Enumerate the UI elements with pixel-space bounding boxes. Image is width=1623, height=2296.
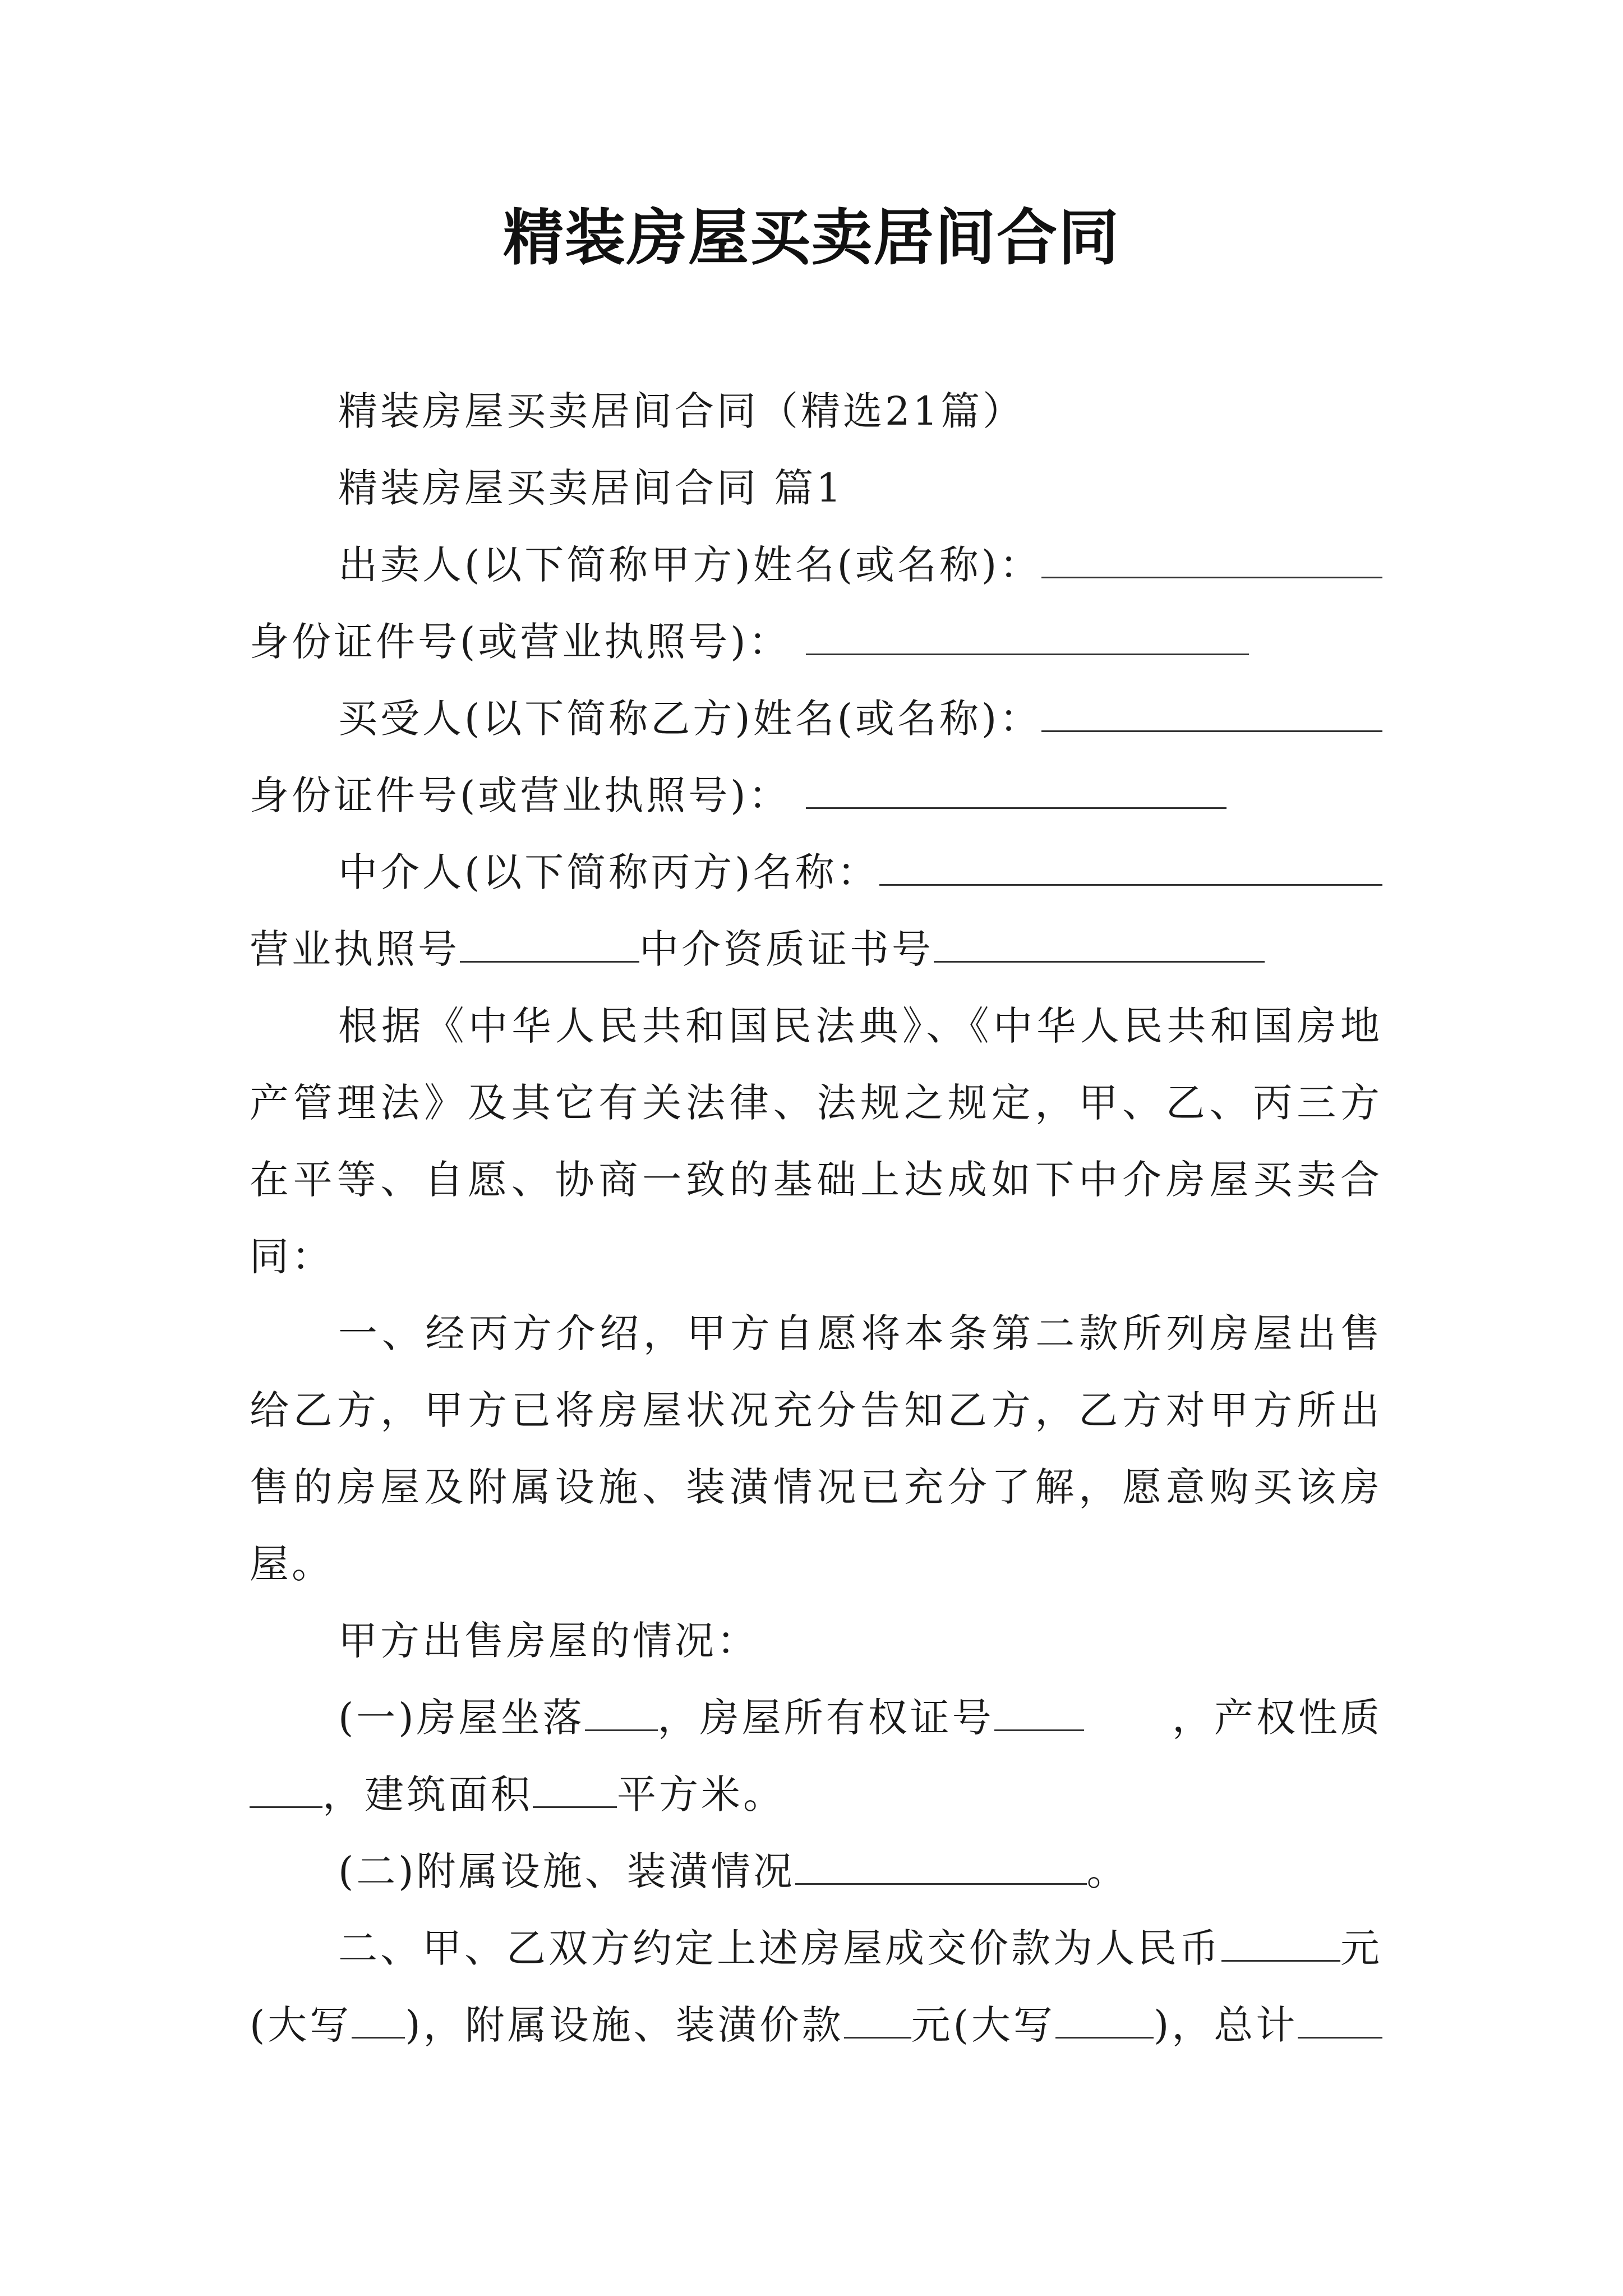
section-heading: 精装房屋买卖居间合同 篇1 [338, 465, 844, 511]
paragraph-line: 甲方出售房屋的情况： [338, 1618, 759, 1664]
document-body [250, 373, 1382, 2064]
license-blank [460, 928, 639, 963]
price-detail-line [250, 1987, 1382, 2064]
contract-subtitle: 精装房屋买卖居间合同（精选21篇） [338, 388, 1025, 434]
certificate-blank [994, 1697, 1084, 1731]
seller-name-blank [1041, 544, 1382, 578]
house-location-line [250, 1680, 1382, 1756]
price-uppercase-blank [352, 2004, 405, 2039]
facility-uppercase-label: 元(大写 [911, 2002, 1055, 2048]
buyer-name-blank [1041, 698, 1382, 732]
paragraph-line: 给乙方，甲方已将房屋状况充分告知乙方，乙方对甲方所出 [250, 1387, 1382, 1433]
area-label: ，建筑面积 [322, 1772, 533, 1818]
paragraph-line: 同： [250, 1234, 334, 1280]
decoration-line [250, 1833, 1382, 1910]
paragraph-line: 在平等、自愿、协商一致的基础上达成如下中介房屋买卖合 [250, 1157, 1382, 1203]
area-blank [533, 1774, 617, 1808]
paragraph-line: 售的房屋及附属设施、装潢情况已充分了解，愿意购买该房 [250, 1464, 1382, 1510]
seller-name-line [250, 527, 1382, 604]
decoration-blank [795, 1851, 1087, 1885]
license-label: 营业执照号 [250, 926, 460, 972]
paragraph-line: 一、经丙方介绍，甲方自愿将本条第二款所列房屋出售 [338, 1310, 1382, 1356]
paragraph-line: 产管理法》及其它有关法律、法规之规定，甲、乙、丙三方 [250, 1080, 1382, 1126]
seller-id-label: 身份证件号(或营业执照号)： [250, 619, 791, 665]
qualification-label: 中介资质证书号 [639, 926, 934, 972]
seller-id-line [250, 604, 1382, 680]
decoration-end: 。 [1086, 1848, 1129, 1894]
property-nature-label: ，产权性质 [1172, 1695, 1382, 1741]
price-blank [1221, 1927, 1340, 1962]
seller-name-label: 出卖人(以下简称甲方)姓名(或名称)： [338, 542, 1042, 588]
qualification-blank [934, 928, 1265, 963]
facility-price-blank [844, 2004, 911, 2039]
buyer-id-line [250, 757, 1382, 834]
buyer-name-line [250, 680, 1382, 757]
agent-name-blank [879, 852, 1382, 886]
price-line [250, 1910, 1382, 1987]
location-blank [585, 1697, 658, 1731]
paragraph-line: 屋。 [250, 1541, 334, 1587]
document-title: 精装房屋买卖居间合同 [502, 203, 1120, 273]
buyer-id-blank [806, 775, 1227, 809]
facility-price-label: )，附属设施、装潢价款 [405, 2002, 844, 2048]
buyer-id-label: 身份证件号(或营业执照号)： [250, 772, 791, 818]
price-label: 二、甲、乙双方约定上述房屋成交价款为人民币 [338, 1925, 1221, 1971]
paragraph-line: 根据《中华人民共和国民法典》、《中华人民共和国房地 [338, 1003, 1382, 1049]
total-blank [1298, 2004, 1382, 2039]
buyer-name-label: 买受人(以下简称乙方)姓名(或名称)： [338, 696, 1042, 742]
seller-id-blank [806, 621, 1249, 655]
area-unit: 平方米。 [617, 1772, 785, 1818]
location-label: (一)房屋坐落 [338, 1695, 585, 1741]
house-area-line [250, 1756, 1382, 1833]
agent-name-label: 中介人(以下简称丙方)名称： [338, 849, 879, 895]
agent-license-line [250, 911, 1382, 988]
agent-name-line [250, 834, 1382, 911]
total-label: )，总计 [1153, 2002, 1298, 2048]
price-uppercase-label: (大写 [250, 2002, 352, 2048]
nature-blank [250, 1774, 322, 1808]
decoration-label: (二)附属设施、装潢情况 [338, 1848, 795, 1894]
certificate-label: ，房屋所有权证号 [657, 1695, 994, 1741]
price-unit: 元 [1340, 1925, 1382, 1971]
facility-uppercase-blank [1055, 2004, 1154, 2039]
